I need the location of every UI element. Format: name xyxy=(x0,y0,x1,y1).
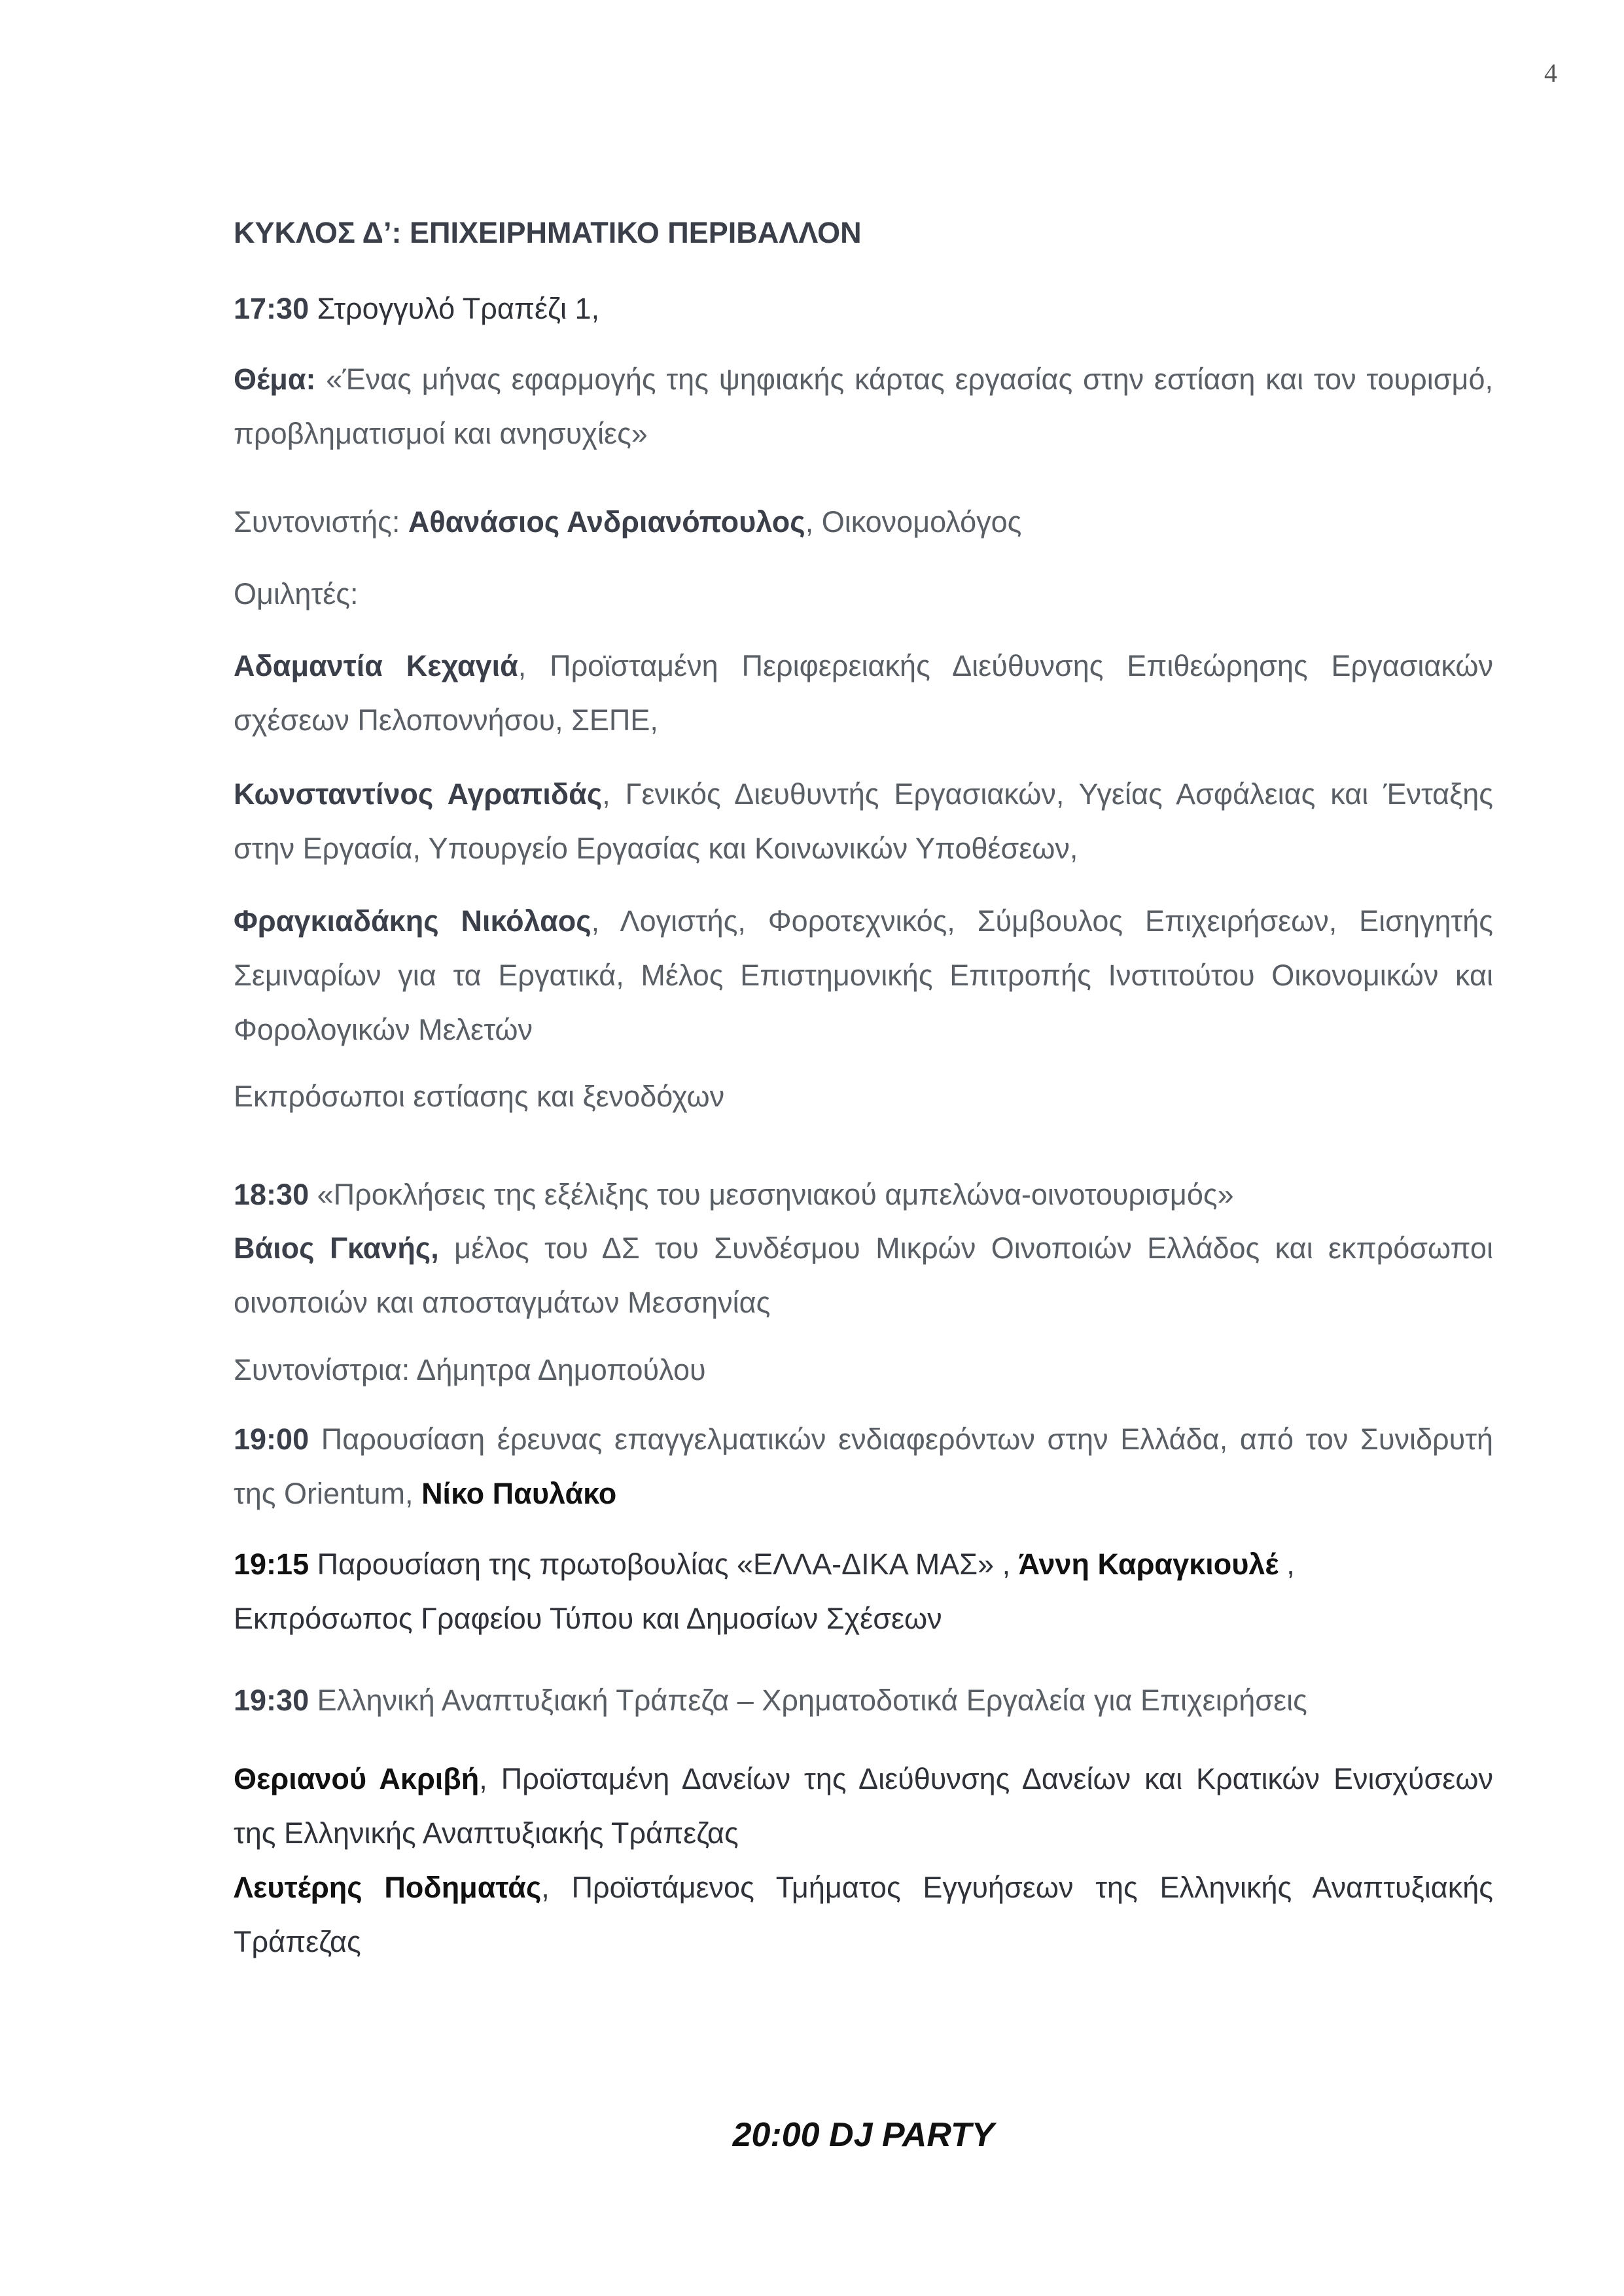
session-1930-text: Ελληνική Αναπτυξιακή Τράπεζα – Χρηματοδοτικά Εργαλεία για Επιχειρήσεις xyxy=(309,1684,1307,1717)
time-1930: 19:30 xyxy=(234,1684,309,1717)
speaker-2-name: Κωνσταντίνος Αγραπιδάς xyxy=(234,777,603,811)
session-1930-speaker-1-role: , Προϊσταμένη Δανείων της Διεύθυνσης Δανείων και Κρατικών Ενισχύσεων της Ελληνικής Αναπτυξιακής Τράπεζας xyxy=(234,1762,1493,1850)
session-1915 xyxy=(234,1537,1493,1646)
session-1830-speaker xyxy=(234,1221,1493,1330)
section-heading xyxy=(234,205,1493,260)
session-1900-text: Παρουσίαση έρευνας επαγγελματικών ενδιαφερόντων στην Ελλάδα, από τον Συνιδρυτή της Orientum, xyxy=(234,1422,1493,1510)
topic-label: Θέμα: xyxy=(234,362,316,396)
roundtable-title: Στρογγυλό Τραπέζι 1, xyxy=(309,292,600,325)
session-1830-moderator xyxy=(234,1343,1493,1397)
session-1930-title xyxy=(234,1673,1493,1727)
session-1730-topic xyxy=(234,352,1493,461)
representatives-text: Εκπρόσωποι εστίασης και ξενοδόχων xyxy=(234,1080,725,1113)
session-1930-speaker-2-name: Λευτέρης Ποδηματάς xyxy=(234,1871,542,1904)
speaker-3-role: , Λογιστής, Φοροτεχνικός, Σύμβουλος Επιχειρήσεων, Εισηγητής Σεμιναρίων για τα Εργατικά, Μέλος Επιστημονικής Επιτροπής Ινστιτούτου Οικονομικών και Φορολογικών Μελετών xyxy=(234,904,1493,1046)
moderator-role: , Οικονομολόγος xyxy=(805,505,1022,539)
session-1830-speaker-name: Βάιος Γκανής, xyxy=(234,1231,439,1265)
session-1830-speaker-role: μέλος του ΔΣ του Συνδέσμου Μικρών Οινοποιών Ελλάδος και εκπρόσωποι οινοποιών και αποσταγμάτων Μεσσηνίας xyxy=(234,1231,1493,1319)
session-1900 xyxy=(234,1412,1493,1521)
session-1730-title xyxy=(234,281,1493,336)
closing-event: 20:00 DJ PARTY xyxy=(732,2116,995,2154)
speaker-2-role: , Γενικός Διευθυντής Εργασιακών, Υγείας Ασφάλειας και Ένταξης στην Εργασία, Υπουργείο Εργασίας και Κοινωνικών Υποθέσεων, xyxy=(234,777,1493,865)
session-1915-tail: , xyxy=(1278,1547,1295,1581)
session-1930-speaker-2 xyxy=(234,1860,1493,1969)
speaker-1-name: Αδαμαντία Κεχαγιά xyxy=(234,649,518,682)
session-1930-speaker-1-name: Θεριανού Ακριβή xyxy=(234,1762,480,1795)
time-1915: 19:15 xyxy=(234,1547,309,1581)
moderator-name: Αθανάσιος Ανδριανόπουλος xyxy=(408,505,805,539)
time-1730: 17:30 xyxy=(234,292,309,325)
cycle-heading: ΚΥΚΛΟΣ Δ’: ΕΠΙΧΕΙΡΗΜΑΤΙΚΟ ΠΕΡΙΒΑΛΛΟΝ xyxy=(234,216,862,249)
session-1930-speaker-1 xyxy=(234,1752,1493,1860)
session-1830-moderator-text: Συντονίστρια: Δήμητρα Δημοπούλου xyxy=(234,1353,706,1386)
speaker-3 xyxy=(234,894,1493,1057)
speakers-label-text: Ομιλητές: xyxy=(234,577,359,610)
session-1915-role: Εκπρόσωπος Γραφείου Τύπου και Δημοσίων Σχέσεων xyxy=(234,1602,942,1635)
time-1900: 19:00 xyxy=(234,1422,309,1456)
page-number: 4 xyxy=(1544,58,1557,88)
topic-text: «Ένας μήνας εφαρμογής της ψηφιακής κάρτας εργασίας στην εστίαση και τον τουρισμό, προβληματισμοί και ανησυχίες» xyxy=(234,362,1493,450)
session-1730-moderator xyxy=(234,495,1493,549)
speaker-1 xyxy=(234,639,1493,747)
session-1915-text: Παρουσίαση της πρωτοβουλίας «ΕΛΛΑ-ΔΙΚΑ ΜΑΣ» , xyxy=(309,1547,1019,1581)
time-1830: 18:30 xyxy=(234,1178,309,1211)
session-1830-text: «Προκλήσεις της εξέλιξης του μεσσηνιακού αμπελώνα-οινοτουρισμός» xyxy=(309,1178,1234,1211)
speaker-1-role: , Προϊσταμένη Περιφερειακής Διεύθυνσης Επιθεώρησης Εργασιακών σχέσεων Πελοποννήσου, ΣΕΠΕ, xyxy=(234,649,1493,737)
speaker-2 xyxy=(234,767,1493,875)
session-1915-speaker: Άννη Καραγκιουλέ xyxy=(1018,1547,1279,1581)
session-1930-speaker-2-role: , Προϊστάμενος Τμήματος Εγγυήσεων της Ελληνικής Αναπτυξιακής Τράπεζας xyxy=(234,1871,1493,1958)
moderator-label: Συντονιστής: xyxy=(234,505,408,539)
speakers-label xyxy=(234,567,1493,621)
session-1830-title xyxy=(234,1167,1493,1222)
session-1900-speaker: Νίκο Παυλάκο xyxy=(421,1477,617,1510)
representatives xyxy=(234,1069,1493,1123)
speaker-3-name: Φραγκιαδάκης Νικόλαος xyxy=(234,904,591,938)
